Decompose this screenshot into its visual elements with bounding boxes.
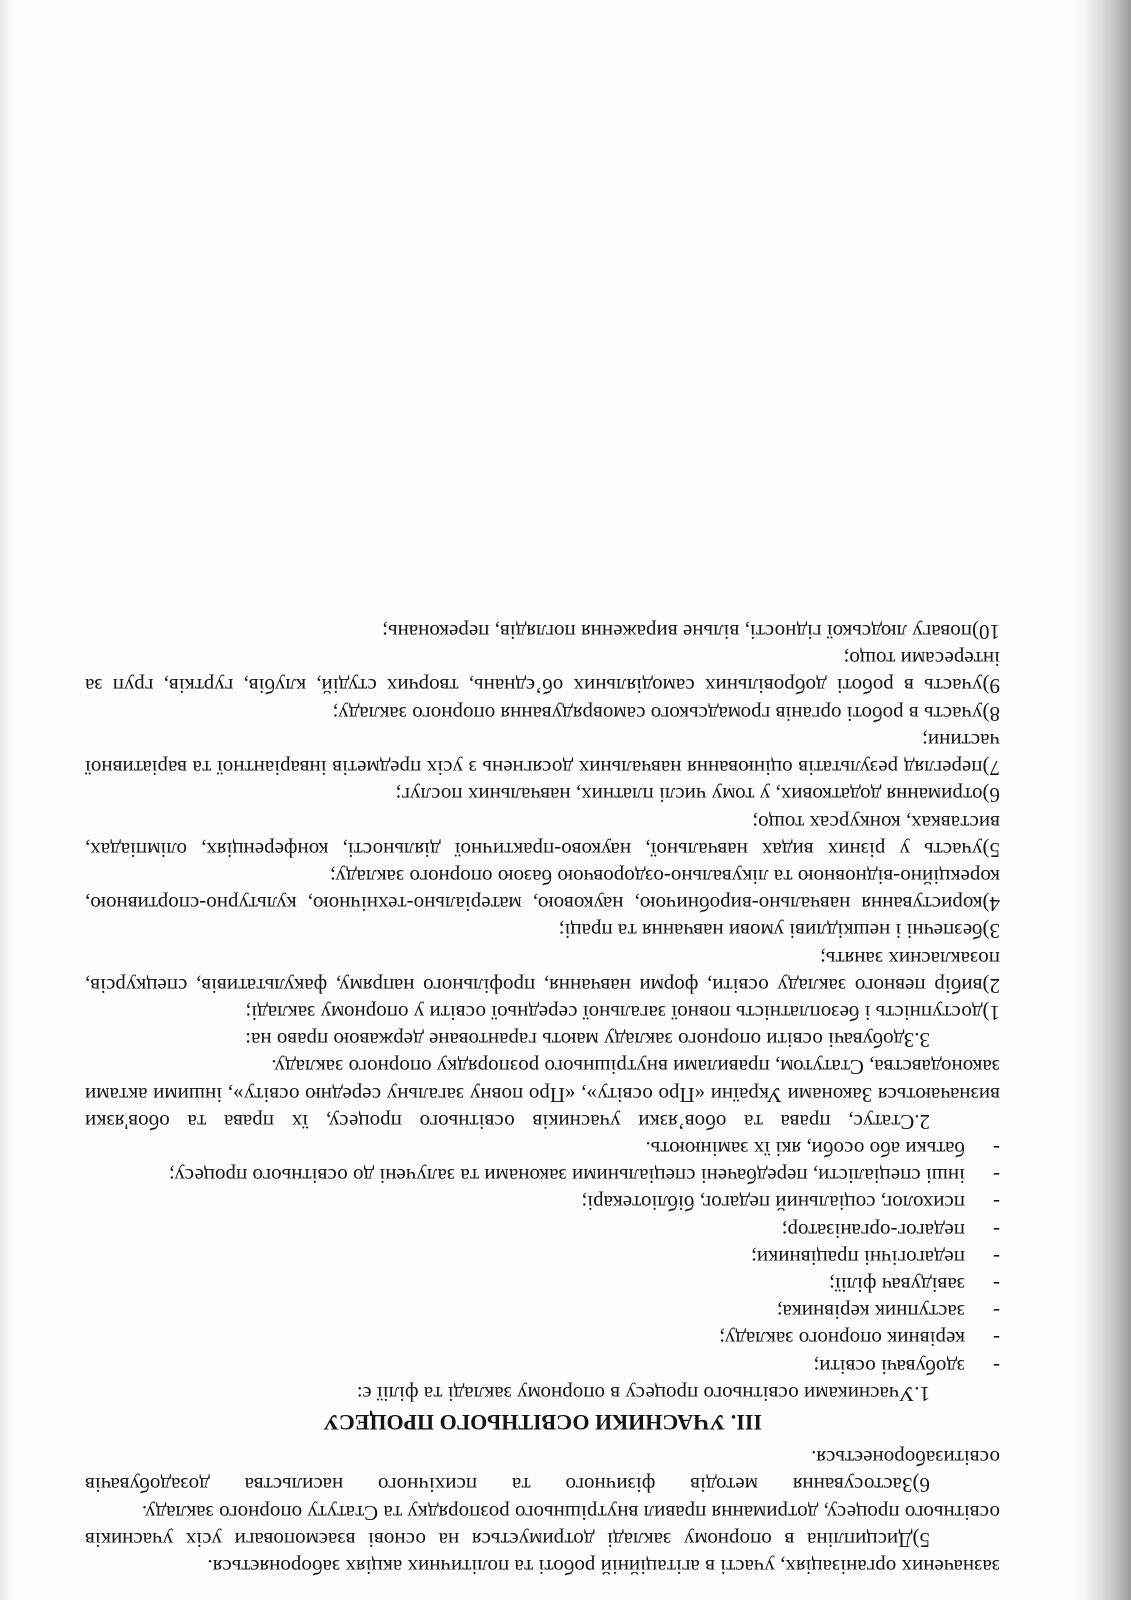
participant-item: -інші спеціалісти, передбачені спеціальними законами та залучені до освітнього процесу; xyxy=(85,1162,1000,1189)
rights-item: 9)участь в роботі добровільних самодіяльних об’єднань, творчих студій, клубів, гуртків, груп за інтересами тощо; xyxy=(85,647,1000,699)
list-dash: - xyxy=(993,1354,1000,1379)
clause-3-intro: 3.Здобувачі освіти опорного закладу мають гарантоване державою право на: xyxy=(245,1028,930,1053)
rights-item: 4)користування навчально-виробничою, науковою, матеріально-технічною, культурно-спортивною, корекційно-відновною та лікувально-оздоровчою базою опорного закладу; xyxy=(85,864,1000,917)
intro-paragraph-2: 5)Дисципліна в опорному закладі дотримується на основі взаємоповаги усіх учасників освітнього процесу, дотримання правил внутрішнього розпорядку та Статуту опорного закладу. xyxy=(85,1500,1000,1552)
list-dash: - xyxy=(993,1136,1000,1161)
section-title: ІІІ. УЧАСНИКИ ОСВІТНЬОГО ПРОЦЕСУ xyxy=(323,1409,762,1435)
rights-item: 1)доступність і безоплатність повної загальної середньої освіти у опорному закладі; xyxy=(245,1000,1000,1025)
rights-item: 2)вибір певного закладу освіти, форми навчання, профільного напряму, факультативів, спецкурсів, позакласних занять; xyxy=(85,946,1000,998)
intro-paragraph-1: зазначених організаціях, участі в агітаційній роботі та політичних акціях забороняється. xyxy=(207,1555,1000,1579)
list-dash: - xyxy=(993,1245,1000,1270)
document-body xyxy=(85,160,1000,1580)
participant-item: -психолог, соціальний педагог, бібліотекарі; xyxy=(85,1189,1000,1216)
list-dash: - xyxy=(993,1164,1000,1189)
participant-item: -заступник керівника; xyxy=(85,1298,1000,1325)
list-dash: - xyxy=(993,1327,1000,1352)
rights-item: 5)участь у різних видах навчальної, науково-практичної діяльності, конференціях, олімпіадах, виставках, конкурсах тощо; xyxy=(85,810,1000,862)
participant-item: -батьки або особи, які їх замінюють. xyxy=(85,1135,1000,1162)
clause-2: 2.Статус, права та обов’язки учасників освітнього процесу, їх права та обов'язки визначаються Законами України «Про освіту», «Про повну загальну середню освіту», іншими актами законодавства, Статутом, правилами внутрішнього розпорядку опорного закладу. xyxy=(85,1055,1000,1134)
rights-list xyxy=(85,618,1000,1026)
list-dash: - xyxy=(993,1300,1000,1325)
participant-item: -керівник опорного закладу; xyxy=(85,1325,1000,1352)
rights-item: 3)безпечні і нешкідливі умови навчання та праці; xyxy=(558,919,1000,944)
rights-item: 7)перегляд результатів оцінювання навчальних досягнень з усіх предметів інваріантної та варіативної частини; xyxy=(85,728,1000,781)
participant-item: -здобувачі освіти; xyxy=(85,1352,1000,1379)
list-dash: - xyxy=(993,1191,1000,1216)
participant-item: -педагогічні працівники; xyxy=(85,1244,1000,1271)
participants-list xyxy=(85,1135,1000,1380)
participant-item: -педагог-організатор; xyxy=(85,1216,1000,1243)
list-dash: - xyxy=(993,1218,1000,1243)
list-dash: - xyxy=(993,1272,1000,1297)
participant-item: -завідувач філії; xyxy=(85,1271,1000,1298)
scan-edge-left xyxy=(0,0,12,1600)
rights-item: 10)повагу людської гідності, вільне вираження поглядів, переконань; xyxy=(382,620,1000,645)
rights-item: 6)отримання додаткових, у тому числі платних, навчальних послуг; xyxy=(395,783,1000,808)
intro-paragraph-3: 6)Застосування методів фізичного та психічного насильства дозадобувачів освітизаборонеється. xyxy=(85,1446,1000,1498)
scan-edge-right xyxy=(1071,0,1131,1600)
rights-item: 8)участь в роботі органів громадського самоврядування опорного закладу; xyxy=(332,701,1000,726)
clause-1-intro: 1.Учасниками освітнього процесу в опорному закладі та філії є: xyxy=(356,1381,930,1406)
